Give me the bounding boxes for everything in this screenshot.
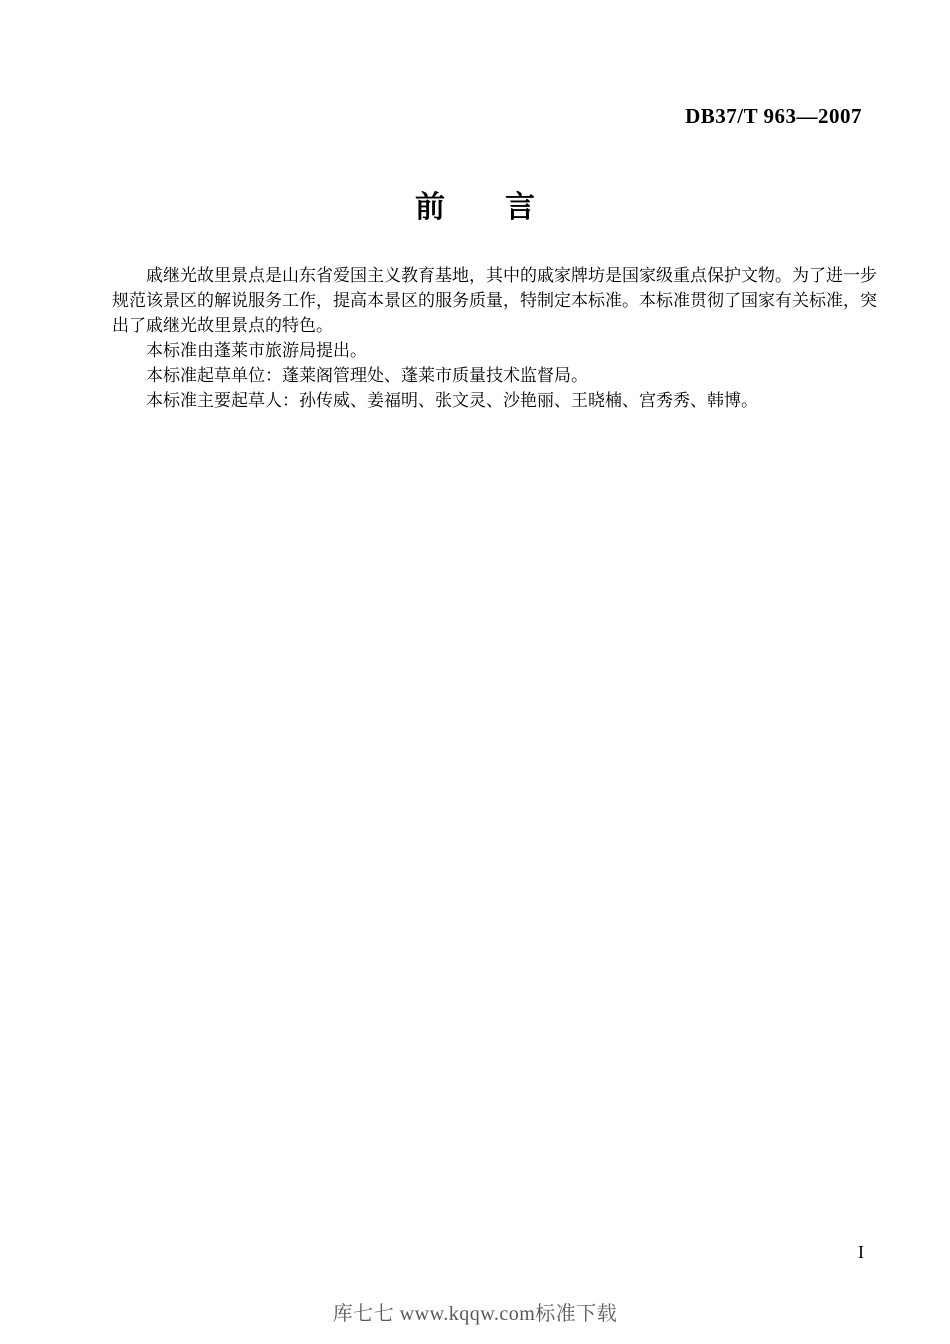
body-line: 出了戚继光故里景点的特色。: [112, 316, 333, 335]
foreword-body: [112, 263, 877, 413]
body-line: 本标准主要起草人：孙传威、姜福明、张文灵、沙艳丽、王晓楠、宫秀秀、韩博。: [146, 391, 758, 410]
body-line: 规范该景区的解说服务工作，提高本景区的服务质量，特制定本标准。本标准贯彻了国家有关标准，突: [112, 291, 877, 310]
body-line: 戚继光故里景点是山东省爱国主义教育基地，其中的戚家牌坊是国家级重点保护文物。为了进一步: [146, 266, 877, 285]
body-line: 本标准由蓬莱市旅游局提出。: [146, 341, 367, 360]
standard-code-header: DB37/T 963—2007: [685, 104, 862, 128]
watermark-text: 库七七 www.kqqw.com标准下载: [332, 1303, 618, 1325]
page-number: I: [858, 1242, 864, 1262]
body-line: 本标准起草单位：蓬莱阁管理处、蓬莱市质量技术监督局。: [146, 366, 588, 385]
foreword-title: 前 言: [415, 191, 535, 224]
